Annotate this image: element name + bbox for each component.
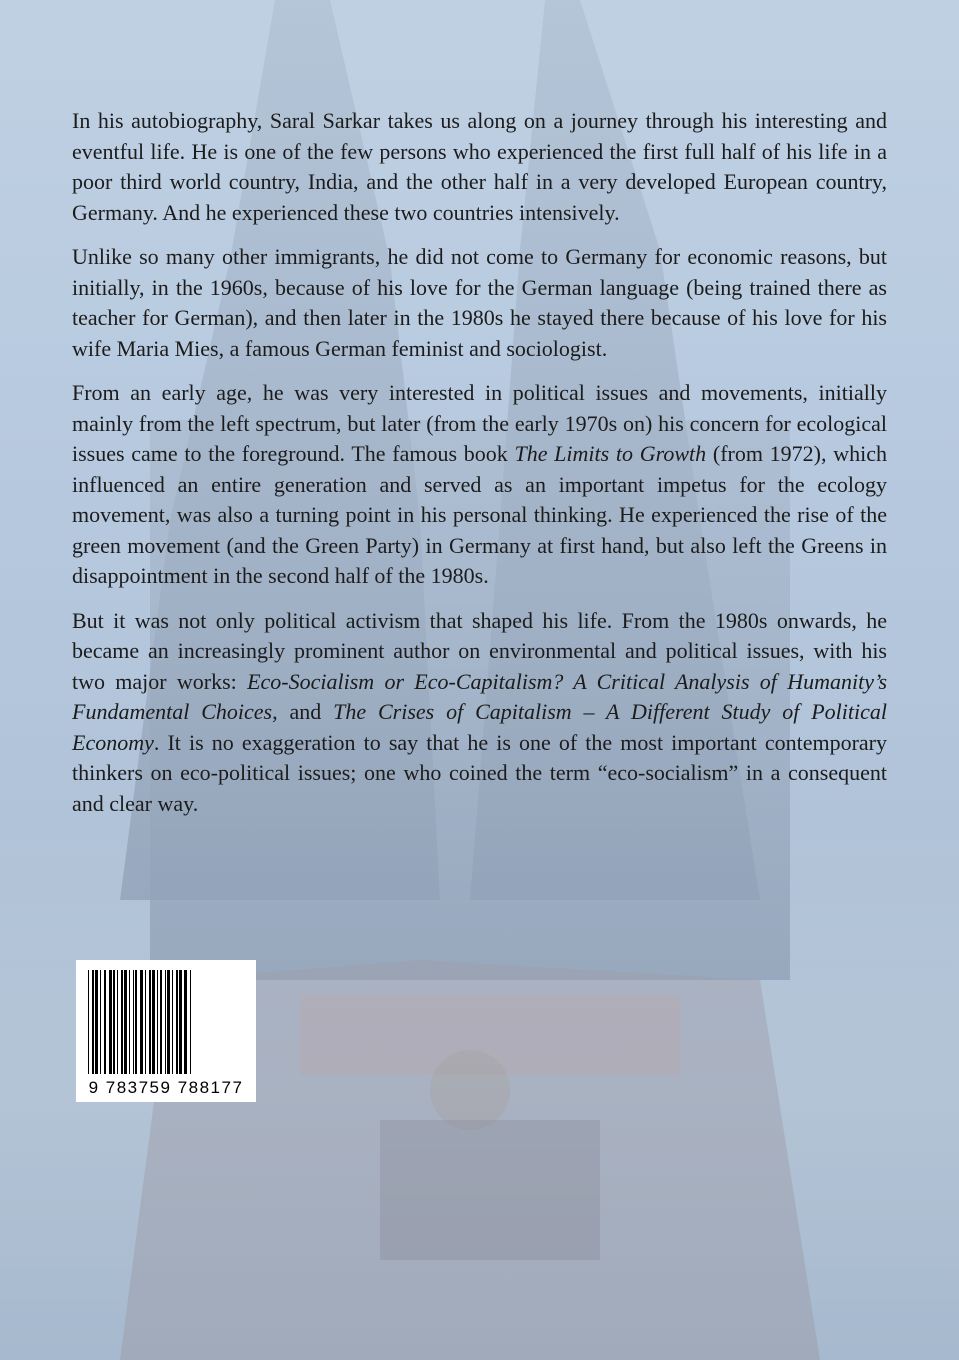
barcode-icon bbox=[86, 970, 246, 1074]
isbn-barcode bbox=[76, 960, 256, 1102]
blurb-p3-text-a: From an early age, he was very interested in political issues and movements, initially mainly from the left spectrum, but later (from the early 1970s on) his concern for ecological issues came to the foreground. The famous book bbox=[72, 380, 887, 466]
barcode-bar bbox=[95, 970, 98, 1074]
barcode-bar bbox=[184, 970, 187, 1074]
barcode-bar bbox=[167, 970, 170, 1074]
blurb-p4-text-c: . It is no exaggeration to say that he is one of the most important contemporary thinkers on eco-political issues; one who coined the term “eco-socialism” in a consequent and clear way. bbox=[72, 729, 887, 816]
barcode-bar bbox=[133, 970, 134, 1074]
barcode-bar bbox=[172, 970, 173, 1074]
isbn-number: 9 783759 788177 bbox=[88, 1078, 244, 1097]
barcode-bar bbox=[117, 970, 118, 1074]
barcode-bar bbox=[160, 970, 162, 1074]
barcode-bar bbox=[124, 970, 127, 1074]
barcode-bar bbox=[135, 970, 137, 1074]
barcode-bar bbox=[145, 970, 146, 1074]
barcode-bar bbox=[113, 970, 115, 1074]
blurb-p3-text-b: (from 1972), which influenced an entire generation and served as an important impetus for the ecology movement, was also a turning point in his personal thinking. He experienced the rise of the green movement (and the Green Party) in Germany at first hand, but also left the Greens in disappointment in the second half of the 1980s. bbox=[72, 441, 887, 588]
barcode-bar bbox=[149, 970, 151, 1074]
barcode-bar bbox=[179, 970, 182, 1074]
barcode-bar bbox=[190, 970, 191, 1074]
barcode-bar bbox=[104, 970, 106, 1074]
blurb-paragraph-4 bbox=[72, 606, 887, 820]
blurb-paragraph-2: Unlike so many other immigrants, he did not come to Germany for economic reasons, but initially, in the 1960s, because of his love for the German language (being trained there as teacher for German), and then later in the 1980s he stayed there because of his love for his wife Maria Mies, a famous German feminist and sociologist. bbox=[72, 244, 887, 361]
barcode-bar bbox=[92, 970, 94, 1074]
barcode-bar bbox=[152, 970, 155, 1074]
barcode-bar bbox=[109, 970, 112, 1074]
book-title-crises-of-capitalism: The Crises of Capitalism – A Different Study of Political Economy bbox=[72, 699, 887, 755]
blurb-p4-text-a: But it was not only political activism that shaped his life. From the 1980s onwards, he became an increasingly prominent author on environmental and political issues, with his two major works: bbox=[72, 607, 887, 694]
book-title-limits-to-growth: The Limits to Growth bbox=[514, 441, 707, 466]
blurb-paragraph-1: In his autobiography, Saral Sarkar takes us along on a journey through his interesting and eventful life. He is one of the few persons who experienced the first full half of his life in a poor third world country, India, and the other half in a very developed European country, Germany. And he experienced these two countries intensively. bbox=[72, 108, 887, 225]
back-cover-blurb bbox=[72, 106, 887, 833]
barcode-bar bbox=[121, 970, 123, 1074]
barcode-bar bbox=[176, 970, 178, 1074]
barcode-bar bbox=[129, 970, 130, 1074]
barcode-bar bbox=[165, 970, 166, 1074]
barcode-bar bbox=[100, 970, 101, 1074]
barcode-bar bbox=[88, 970, 89, 1074]
barcode-bar bbox=[140, 970, 143, 1074]
blurb-p4-text-b: and bbox=[277, 699, 334, 724]
book-title-eco-socialism: Eco-Socialism or Eco-Capitalism? A Critical Analysis of Humanity’s Fundamental Choices, bbox=[72, 668, 888, 724]
blurb-paragraph-3 bbox=[72, 378, 887, 592]
barcode-bar bbox=[157, 970, 158, 1074]
